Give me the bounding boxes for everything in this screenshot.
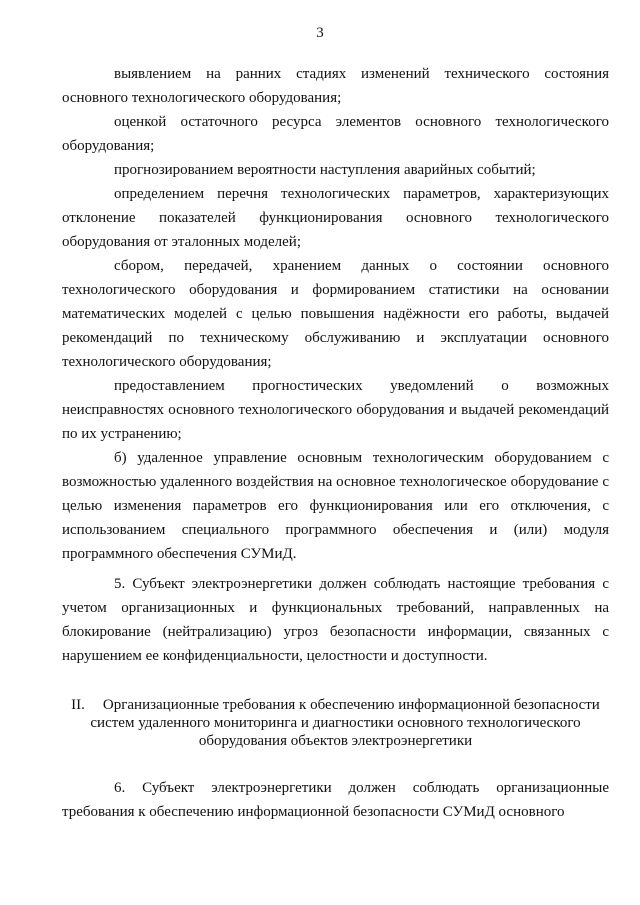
section-title-line-1: Организационные требования к обеспечению информационной безопасности: [102, 697, 600, 713]
section-heading-line-1: [62, 696, 609, 714]
paragraph-item-6: 6. Субъект электроэнергетики должен соблюдать организационные требования к обеспечению информационной безопасности СУМиД основного: [62, 780, 609, 820]
document-body: [62, 62, 609, 824]
section-heading: [62, 696, 609, 750]
paragraph-prognostic-notices: предоставлением прогностических уведомлений о возможных неисправностях основного технологического оборудования и выдачей рекомендаций по их устранению;: [62, 378, 609, 442]
section-title-line-3: оборудования объектов электроэнергетики: [198, 733, 473, 749]
section-title-line-2: систем удаленного мониторинга и диагностики основного технологического: [90, 715, 581, 731]
section-number: II.: [71, 697, 85, 713]
paragraph-item-5: 5. Субъект электроэнергетики должен соблюдать настоящие требования с учетом организационных и функциональных требований, направленных на блокирование (нейтрализацию) угроз безопасности информации, связанных с нарушением ее конфиденциальности, целостности и доступности.: [62, 576, 609, 664]
paragraph-accident-forecast: прогнозированием вероятности наступления аварийных событий;: [114, 162, 536, 178]
paragraph-remote-control: б) удаленное управление основным технологическим оборудованием с возможностью удаленного воздействия на основное технологическое оборудование с целью изменения параметров его функционирования или его отключения, с использованием специального программного обеспечения и (или) модуля программного обеспечения СУМиД.: [62, 450, 609, 562]
paragraph-early-detection: выявлением на ранних стадиях изменений технического состояния основного технологического оборудования;: [62, 66, 609, 106]
paragraph-data-collection: сбором, передачей, хранением данных о состоянии основного технологического оборудования и формированием статистики на основании математических моделей с целью повышения надёжности его работы, выдачей рекомендаций по техническому обслуживанию и эксплуатации основного технологического оборудования;: [62, 258, 609, 370]
paragraph-parameter-list: определением перечня технологических параметров, характеризующих отклонение показателей функционирования основного технологического оборудования от эталонных моделей;: [62, 186, 609, 250]
page-number: 3: [316, 25, 324, 41]
paragraph-residual-resource: оценкой остаточного ресурса элементов основного технологического оборудования;: [62, 114, 609, 154]
